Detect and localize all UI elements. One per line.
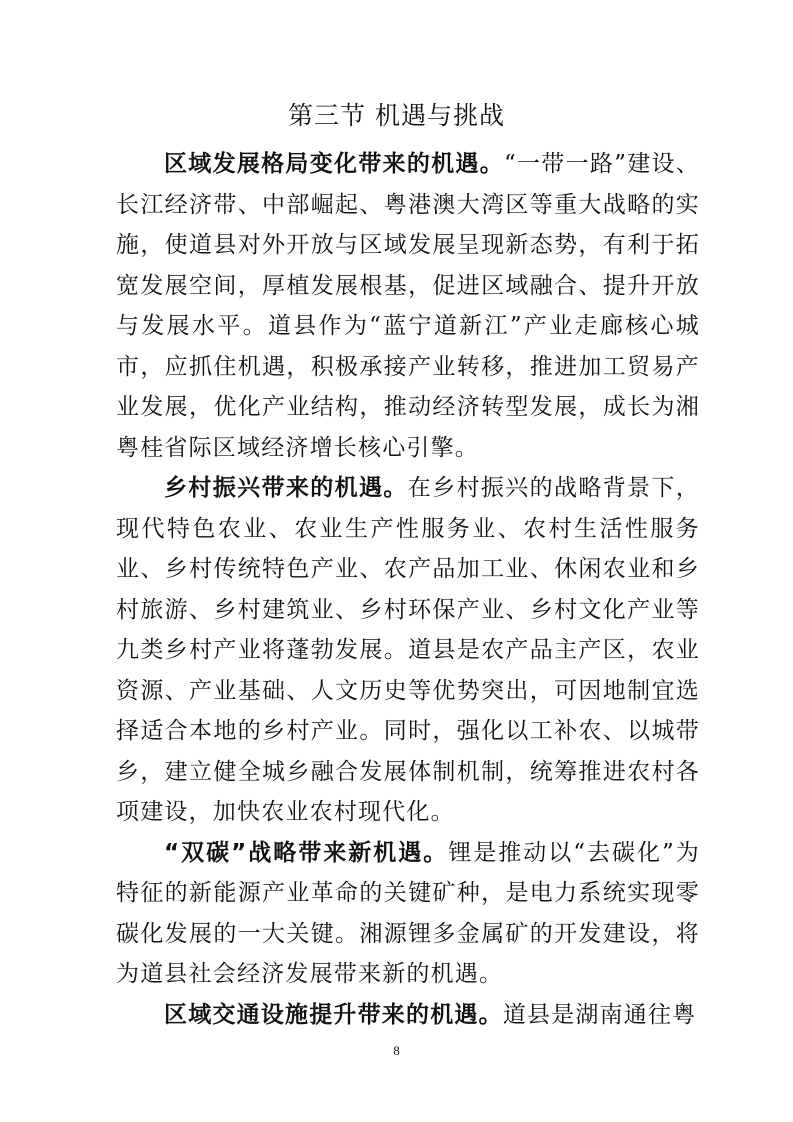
paragraph-regional-development: [116, 144, 700, 468]
document-body: [116, 144, 700, 1035]
paragraph-lead: “双碳”战略带来新机遇。: [164, 839, 449, 866]
section-title: 第三节 机遇与挑战: [288, 101, 505, 130]
paragraph-transport: [116, 995, 700, 1036]
paragraph-dual-carbon: [116, 833, 700, 995]
paragraph-rural-revitalization: [116, 468, 700, 833]
page-number: 8: [393, 1043, 400, 1058]
paragraph-lead: 乡村振兴带来的机遇。: [164, 475, 408, 501]
paragraph-text: 锂是推动以“去碳化”为特征的新能源产业革命的关键矿种，是电力系统实现零碳化发展的一大关键。湘源锂多金属矿的开发建设，将为道县社会经济发展带来新的机遇。: [116, 839, 701, 987]
paragraph-text: 在乡村振兴的战略背景下，现代特色农业、农业生产性服务业、农村生活性服务业、乡村传统特色产业、农产品加工业、休闲农业和乡村旅游、乡村建筑业、乡村环保产业、乡村文化产业等九类乡村产业将蓬勃发展。道县是农产品主产区，农业资源、产业基础、人文历史等优势突出，可因地制宜选择适合本地的乡村产业。同时，强化以工补农、以城带乡，建立健全城乡融合发展体制机制，统筹推进农村各项建设，加快农业农村现代化。: [116, 475, 701, 825]
paragraph-lead: 区域交通设施提升带来的机遇。: [164, 1001, 503, 1028]
paragraph-text: “一带一路”建设、长江经济带、中部崛起、粤港澳大湾区等重大战略的实施，使道县对外开放与区域发展呈现新态势，有利于拓宽发展空间，厚植发展根基，促进区域融合、提升开放与发展水平。道县作为“蓝宁道新江”产业走廊核心城市，应抓住机遇，积极承接产业转移，推进加工贸易产业发展，优化产业结构，推动经济转型发展，成长为湘粤桂省际区域经济增长核心引擎。: [116, 151, 700, 461]
paragraph-text: 道县是湖南通往粤: [502, 1001, 697, 1028]
paragraph-lead: 区域发展格局变化带来的机遇。: [164, 151, 504, 177]
